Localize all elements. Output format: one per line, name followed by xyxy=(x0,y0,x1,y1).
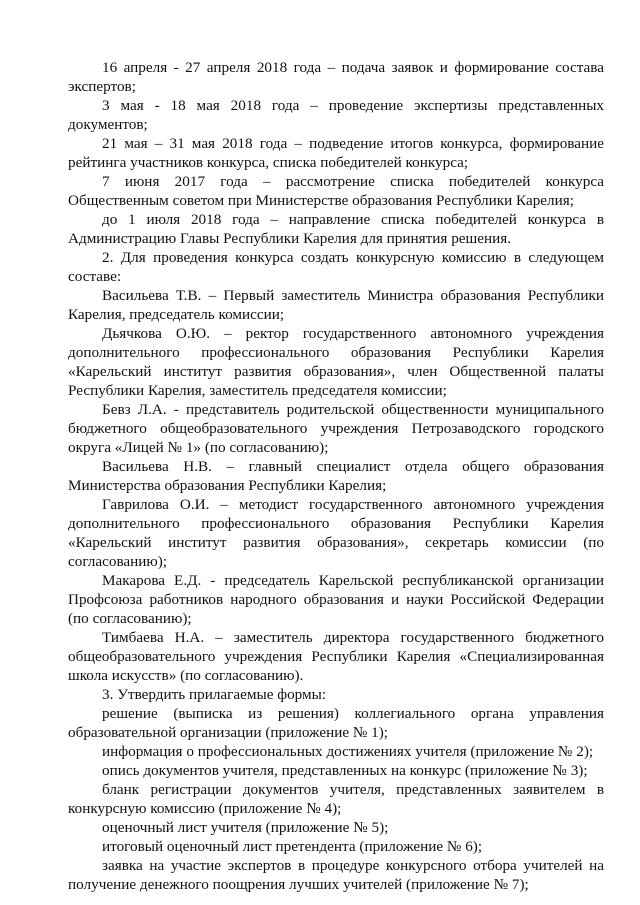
schedule-applications: 16 апреля - 27 апреля 2018 года – подача заявок и формирование состава экспертов; xyxy=(68,59,604,95)
section-2-commission: 2. Для проведения конкурса создать конкурсную комиссию в следующем составе: xyxy=(68,249,604,285)
schedule-council-review: 7 июня 2017 года – рассмотрение списка победителей конкурса Общественным советом при Министерстве образования Республики Карелия; xyxy=(68,173,604,209)
member-bevz: Бевз Л.А. - представитель родительской общественности муниципального бюджетного общеобразовательного учреждения Петрозаводского городского округа «Лицей № 1» (по согласованию); xyxy=(68,401,604,456)
member-makarova: Макарова Е.Д. - председатель Карельской республиканской организации Профсоюза работников народного образования и науки Российской Федерации (по согласованию); xyxy=(68,572,604,627)
form-appendix-6: итоговый оценочный лист претендента (приложение № 6); xyxy=(102,838,483,855)
schedule-expertise: 3 мая - 18 мая 2018 года – проведение экспертизы представленных документов; xyxy=(68,97,604,133)
member-gavrilova: Гаврилова О.И. – методист государственного автономного учреждения дополнительного профессионального образования Республики Карелия «Карельский институт развития образования», секретарь комиссии (по согласованию); xyxy=(68,496,604,570)
member-dyachkova: Дьячкова О.Ю. – ректор государственного автономного учреждения дополнительного профессионального образования Республики Карелия «Карельский институт развития образования», член Общественной палаты Республики Карелия, заместитель председателя комиссии; xyxy=(68,325,604,399)
member-vasilyeva-tv: Васильева Т.В. – Первый заместитель Министра образования Республики Карелия, председатель комиссии; xyxy=(68,287,604,323)
form-appendix-4: бланк регистрации документов учителя, представленных заявителем в конкурсную комиссию (приложение № 4); xyxy=(68,781,604,817)
document-body xyxy=(68,58,604,894)
schedule-results: 21 мая – 31 мая 2018 года – подведение итогов конкурса, формирование рейтинга участников конкурса, списка победителей конкурса; xyxy=(68,135,604,171)
form-appendix-7: заявка на участие экспертов в процедуре конкурсного отбора учителей на получение денежного поощрения лучших учителей (приложение № 7); xyxy=(68,857,604,893)
section-3-forms: 3. Утвердить прилагаемые формы: xyxy=(102,686,327,703)
member-vasilyeva-nv: Васильева Н.В. – главный специалист отдела общего образования Министерства образования Республики Карелия; xyxy=(68,458,604,494)
form-appendix-5: оценочный лист учителя (приложение № 5); xyxy=(102,819,389,836)
schedule-submission: до 1 июля 2018 года – направление списка победителей конкурса в Администрацию Главы Республики Карелия для принятия решения. xyxy=(68,211,604,247)
member-timbaeva: Тимбаева Н.А. – заместитель директора государственного бюджетного общеобразовательного учреждения Республики Карелия «Специализированная школа искусств» (по согласованию). xyxy=(68,629,604,684)
form-appendix-1: решение (выписка из решения) коллегиального органа управления образовательной организации (приложение № 1); xyxy=(68,705,604,741)
form-appendix-3: опись документов учителя, представленных на конкурс (приложение № 3); xyxy=(102,762,588,779)
form-appendix-2: информация о профессиональных достижениях учителя (приложение № 2); xyxy=(102,743,594,760)
